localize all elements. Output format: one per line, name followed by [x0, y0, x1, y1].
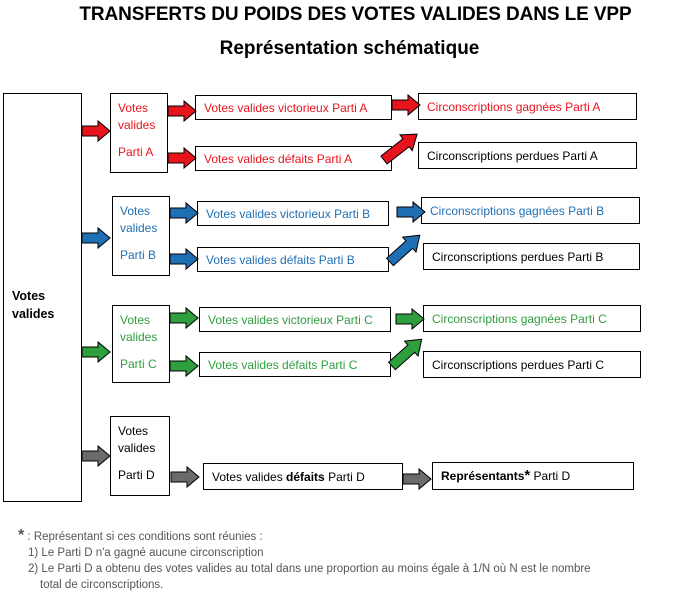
party-b-label-line2: valides [120, 221, 158, 235]
party-d-representatives-suffix: Parti D [530, 469, 571, 483]
party-d-losing-votes-bold: défaits [286, 469, 325, 484]
party-b-seats-won-box [421, 197, 640, 224]
party-c-losing-votes-box [199, 352, 391, 377]
party-a-valid-votes-box [110, 93, 168, 173]
arrow-c-losing-to-seats [385, 332, 428, 374]
total-valid-votes-line1: Votes [12, 289, 46, 303]
party-d-name: Parti D [118, 468, 155, 482]
party-a-winning-votes-box [195, 95, 392, 120]
arrow-a-to-winning [168, 101, 196, 121]
diagram-subtitle: Représentation schématique [219, 38, 480, 59]
arrow-d-to-losing [171, 467, 199, 487]
party-d-losing-votes-prefix: Votes valides [212, 469, 287, 484]
arrow-c-to-losing [170, 356, 198, 376]
arrow-main-to-d [82, 446, 110, 466]
total-valid-votes-line2: valides [12, 307, 55, 321]
party-a-label-line1: Votes [118, 101, 149, 115]
footnote-condition-1: 1) Le Parti D n'a gagné aucune circonscription [28, 547, 264, 559]
party-c-seats-lost-label: Circonscriptions perdues Parti C [432, 357, 605, 372]
party-c-seats-won-label: Circonscriptions gagnées Parti C [432, 311, 607, 326]
party-d-representatives-bold: Représentants [441, 469, 525, 483]
party-b-name: Parti B [120, 248, 157, 262]
party-c-valid-votes-box [112, 305, 170, 383]
party-a-seats-won-box [418, 93, 637, 120]
arrow-b-to-losing [170, 249, 198, 269]
footnote-condition-2-cont: total de circonscriptions. [40, 579, 164, 591]
party-a-seats-lost-box [418, 142, 637, 169]
footnote [18, 528, 591, 593]
party-c-name: Parti C [120, 357, 157, 371]
party-a-winning-votes-label: Votes valides victorieux Parti A [204, 100, 368, 115]
party-a-losing-votes-label: Votes valides défaits Parti A [204, 151, 353, 166]
party-d-representatives-star: * [524, 467, 531, 484]
arrow-main-to-c [82, 342, 110, 362]
party-d-losing-votes-suffix: Parti D [324, 469, 365, 484]
party-d-valid-votes-box [110, 416, 170, 496]
party-c-label-line2: valides [120, 330, 158, 344]
party-a-seats-won-label: Circonscriptions gagnées Parti A [427, 99, 601, 114]
arrow-b-to-winning [170, 203, 198, 223]
party-b-winning-votes-box [197, 201, 389, 226]
arrow-a-to-losing [168, 148, 196, 168]
arrow-b-losing-to-seats [383, 228, 426, 270]
party-b-losing-votes-box [197, 247, 389, 272]
party-d-label-line1: Votes [118, 424, 149, 438]
party-d-label-line2: valides [118, 441, 156, 455]
total-valid-votes-box [3, 93, 82, 502]
arrow-a-winning-to-seats [392, 95, 420, 115]
party-b-seats-won-label: Circonscriptions gagnées Parti B [430, 203, 605, 218]
arrow-main-to-a [82, 121, 110, 141]
party-c-winning-votes-label: Votes valides victorieux Parti C [208, 312, 373, 327]
party-b-losing-votes-label: Votes valides défaits Parti B [206, 252, 355, 267]
party-b-label-line1: Votes [120, 204, 151, 218]
party-c-losing-votes-label: Votes valides défaits Parti C [208, 357, 358, 372]
arrow-main-to-b [82, 228, 110, 248]
party-a-losing-votes-box [195, 146, 392, 171]
party-c-seats-won-box [423, 305, 641, 332]
party-b-seats-lost-label: Circonscriptions perdues Parti B [432, 249, 604, 264]
party-c-label-line1: Votes [120, 313, 151, 327]
party-b-winning-votes-label: Votes valides victorieux Parti B [206, 206, 371, 221]
footnote-star: * [18, 527, 25, 544]
diagram-title: TRANSFERTS DU POIDS DES VOTES VALIDES DANS LE VPP [79, 4, 632, 25]
party-d-losing-votes-box [203, 463, 403, 490]
party-d-representatives-box [432, 462, 634, 490]
party-a-label-line2: valides [118, 118, 156, 132]
party-c-winning-votes-box [199, 307, 391, 332]
arrow-c-to-winning [170, 308, 198, 328]
footnote-intro: : Représentant si ces conditions sont réunies : [24, 531, 263, 543]
party-a-seats-lost-label: Circonscriptions perdues Parti A [427, 148, 598, 163]
party-b-seats-lost-box [423, 243, 640, 270]
footnote-condition-2: 2) Le Parti D a obtenu des votes valides au total dans une proportion au moins égale à 1/N où N est le nombre [28, 563, 591, 575]
party-b-valid-votes-box [112, 196, 170, 276]
arrow-d-losing-to-representatives [403, 469, 431, 489]
party-c-seats-lost-box [423, 351, 641, 378]
party-a-name: Parti A [118, 145, 154, 159]
arrow-c-winning-to-seats [396, 309, 424, 329]
